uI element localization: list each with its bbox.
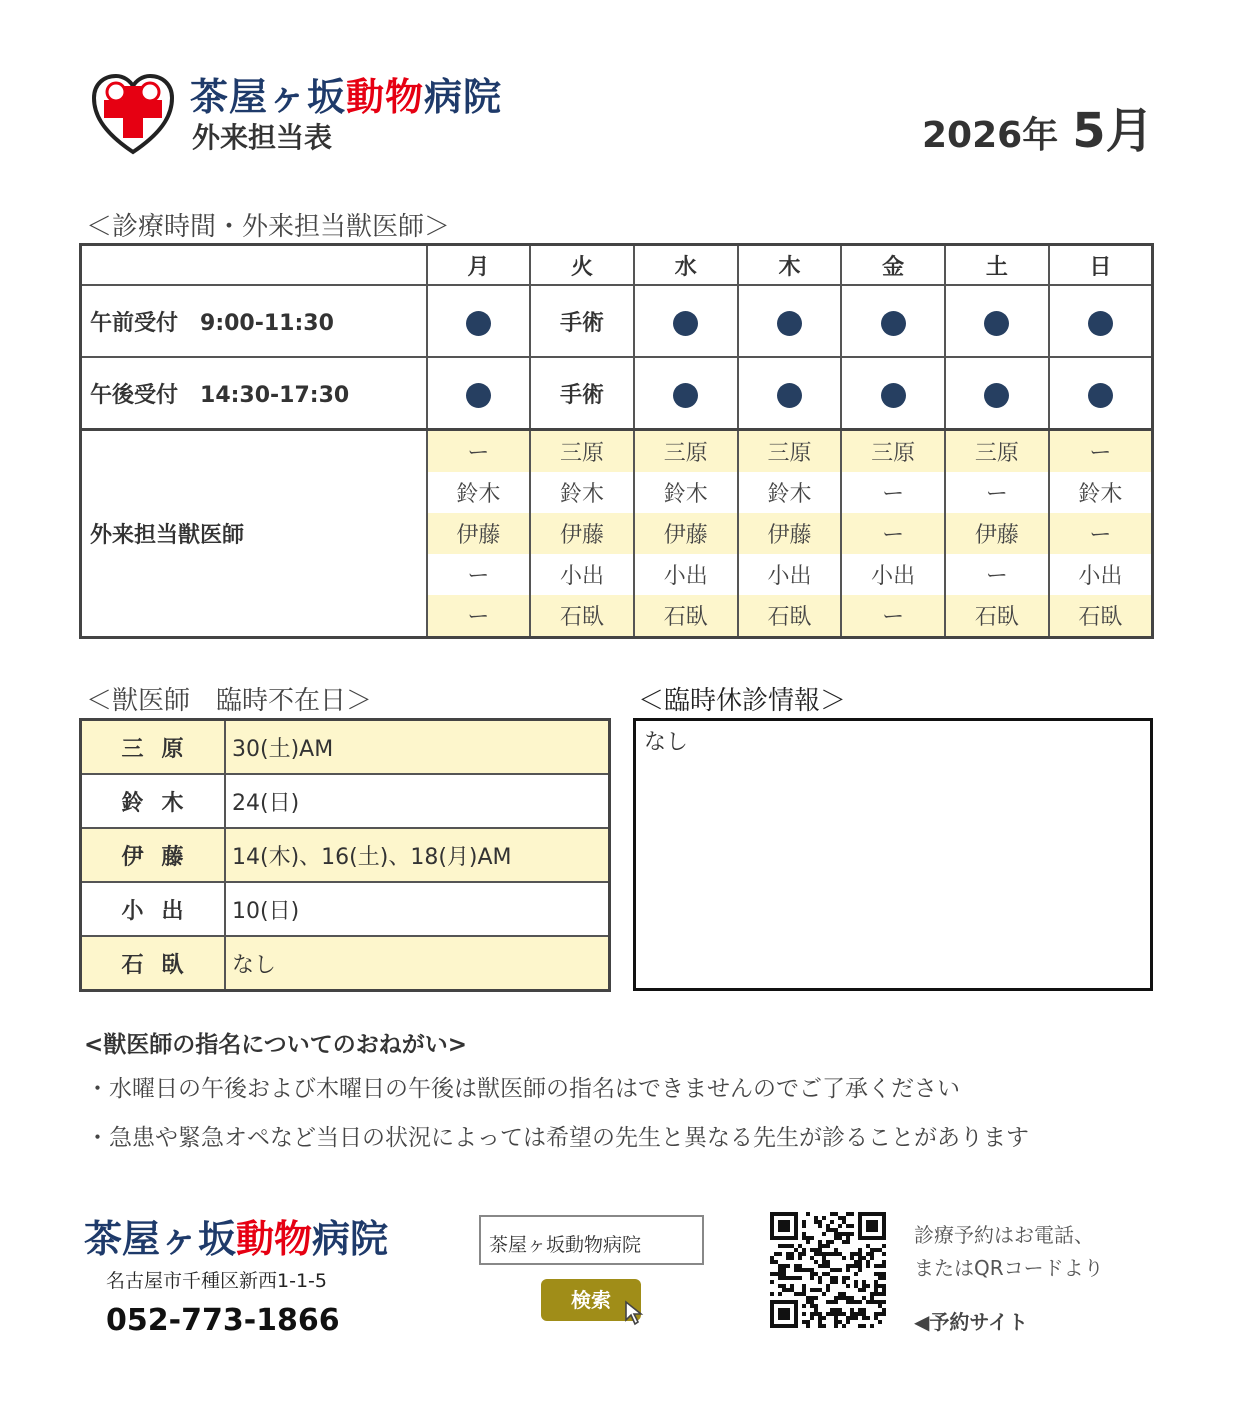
vet-cell: 鈴木 [427,472,531,513]
hours-cell [1049,357,1153,430]
hours-cell [427,357,531,430]
hours-cell [841,285,945,357]
header-corner [81,245,427,286]
page-subtitle: 外来担当表 [192,121,333,154]
notice-item: ・急患や緊急オペなど当日の状況によっては希望の先生と異なる先生が診ることがあります [86,1125,1029,1151]
vet-cell: ー [945,554,1049,595]
page-title: 茶屋ヶ坂動物病院 [190,75,503,119]
vet-cell: 伊藤 [945,513,1049,554]
hours-cell [634,357,738,430]
year-label: 2026年 [922,115,1059,156]
open-dot-icon [777,311,802,336]
vet-cell: 小出 [530,554,634,595]
qr-code-icon[interactable] [768,1212,889,1328]
vet-cell: 小出 [1049,554,1153,595]
vet-name: 小出 [81,882,226,936]
vets-label: 外来担当獣医師 [81,430,427,638]
notice-title: <獣医師の指名についてのおねがい> [84,1032,468,1058]
vet-cell: 伊藤 [634,513,738,554]
hours-cell [841,357,945,430]
vet-cell: 石臥 [530,595,634,638]
schedule-section-label: ＜診療時間・外来担当獣医師＞ [86,212,451,242]
closures-text: なし [644,730,689,755]
absence-row [81,936,610,991]
reservation-note-line1: 診療予約はお電話、 [914,1223,1094,1247]
absence-dates: なし [225,936,610,991]
open-dot-icon [881,383,906,408]
hospital-logo-icon [90,70,176,156]
morning-hours-label: 午前受付 9:00-11:30 [81,285,427,357]
open-dot-icon [984,383,1009,408]
open-dot-icon [673,311,698,336]
vet-cell: ー [841,513,945,554]
vet-cell: 石臥 [634,595,738,638]
vet-cell: ー [841,472,945,513]
day-header: 水 [634,245,738,286]
footer-hospital-name: 茶屋ヶ坂動物病院 [84,1217,389,1261]
schedule-month [922,92,1154,161]
hours-cell [530,357,634,430]
absence-dates: 10(日) [225,882,610,936]
day-header: 木 [738,245,842,286]
vet-cell: ー [1049,513,1153,554]
vet-cell: 三原 [738,430,842,473]
vet-name: 石臥 [81,936,226,991]
vet-cell: ー [427,430,531,473]
open-dot-icon [777,383,802,408]
absence-row [81,828,610,882]
address: 名古屋市千種区新西1-1-5 [106,1270,327,1292]
reservation-note-line2: またはQRコードより [914,1256,1104,1280]
vet-cell: ー [427,595,531,638]
open-dot-icon [466,311,491,336]
schedule-table [79,243,1154,639]
closures-box [633,718,1153,991]
search-button[interactable]: 検索 [541,1279,641,1321]
vet-cell: 石臥 [1049,595,1153,638]
reservation-site-link[interactable]: ◀予約サイト [914,1310,1028,1334]
vet-row [81,430,1153,473]
hours-cell [530,285,634,357]
vet-name: 三原 [81,720,226,775]
vet-cell: 石臥 [945,595,1049,638]
absence-dates: 30(土)AM [225,720,610,775]
vet-cell: ー [1049,430,1153,473]
phone-number[interactable]: 052-773-1866 [106,1303,340,1338]
vet-cell: ー [841,595,945,638]
afternoon-hours-label: 午後受付 14:30-17:30 [81,357,427,430]
vet-name: 伊藤 [81,828,226,882]
vet-cell: 三原 [634,430,738,473]
day-header: 火 [530,245,634,286]
hours-cell [634,285,738,357]
absence-row [81,882,610,936]
month-label: 5月 [1072,103,1154,159]
day-header: 月 [427,245,531,286]
absence-section-label: ＜獣医師 臨時不在日＞ [86,686,373,716]
vet-cell: ー [427,554,531,595]
absence-table [79,718,611,992]
surgery-label: 手術 [560,310,605,336]
days-header-row [81,245,1153,286]
vet-cell: 小出 [634,554,738,595]
day-header: 金 [841,245,945,286]
open-dot-icon [881,311,906,336]
day-header-sunday: 日 [1049,245,1153,286]
hours-cell [945,285,1049,357]
vet-cell: 小出 [841,554,945,595]
hours-cell [738,357,842,430]
surgery-label: 手術 [560,382,605,408]
open-dot-icon [984,311,1009,336]
vet-cell: 伊藤 [427,513,531,554]
vet-name: 鈴木 [81,774,226,828]
open-dot-icon [1088,311,1113,336]
hours-cell [945,357,1049,430]
day-header-saturday: 土 [945,245,1049,286]
vet-cell: 三原 [945,430,1049,473]
afternoon-hours-row [81,357,1153,430]
search-input[interactable]: 茶屋ヶ坂動物病院 [479,1215,704,1265]
vet-cell: 鈴木 [1049,472,1153,513]
closures-section-label: ＜臨時休診情報＞ [638,686,847,716]
vet-cell: 小出 [738,554,842,595]
hours-cell [1049,285,1153,357]
absence-row [81,774,610,828]
open-dot-icon [466,383,491,408]
absence-dates: 24(日) [225,774,610,828]
open-dot-icon [673,383,698,408]
vet-cell: 伊藤 [738,513,842,554]
absence-dates: 14(木)、16(土)、18(月)AM [225,828,610,882]
cursor-icon [624,1300,646,1328]
hours-cell [738,285,842,357]
vet-cell: 鈴木 [738,472,842,513]
hours-cell [427,285,531,357]
vet-cell: 鈴木 [634,472,738,513]
vet-cell: 石臥 [738,595,842,638]
vet-cell: 伊藤 [530,513,634,554]
morning-hours-row [81,285,1153,357]
notice-item: ・水曜日の午後および木曜日の午後は獣医師の指名はできませんのでご了承ください [86,1076,960,1102]
open-dot-icon [1088,383,1113,408]
absence-row [81,720,610,775]
vet-cell: 三原 [841,430,945,473]
vet-cell: 三原 [530,430,634,473]
vet-cell: ー [945,472,1049,513]
vet-cell: 鈴木 [530,472,634,513]
